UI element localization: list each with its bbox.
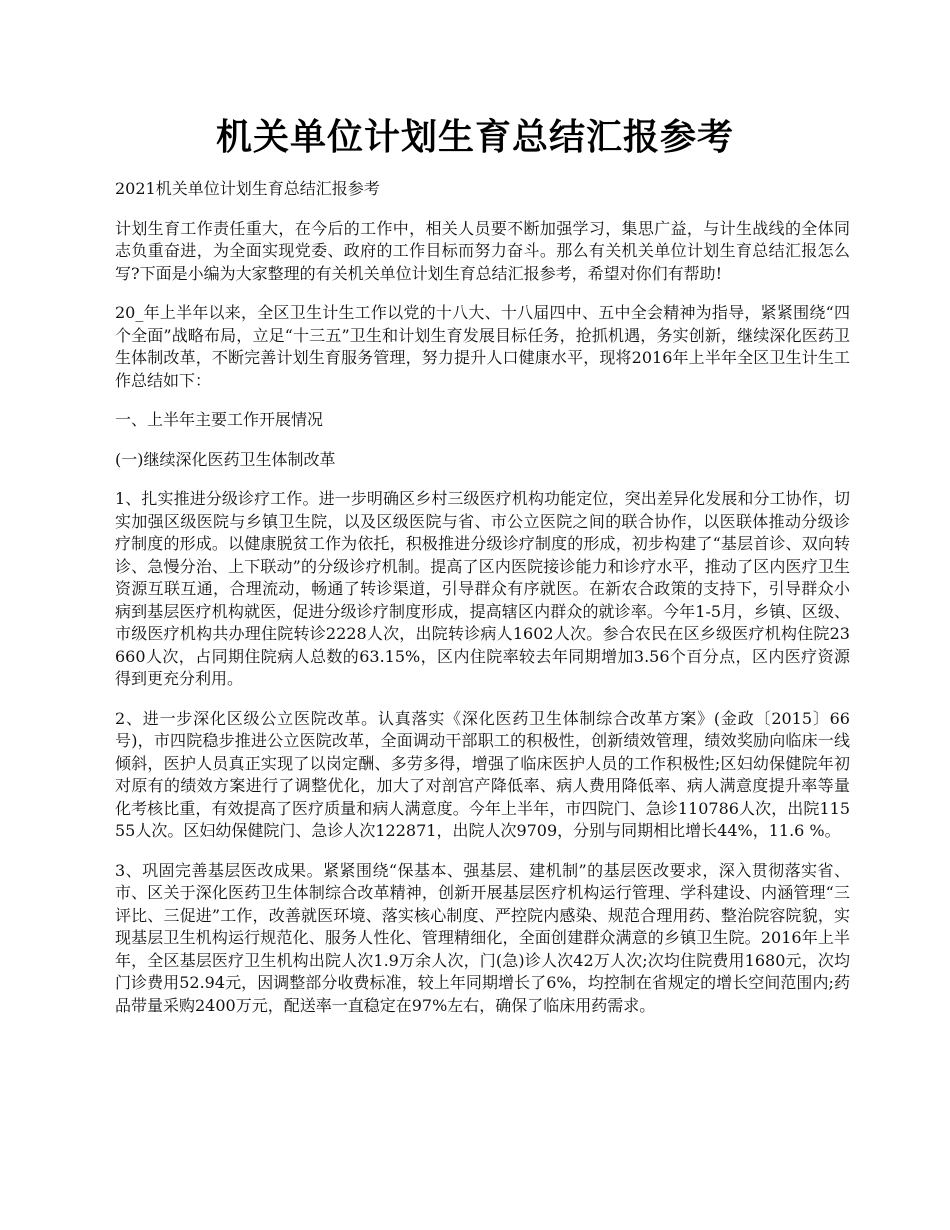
item-paragraph-2: 2、进一步深化区级公立医院改革。认真落实《深化医药卫生体制综合改革方案》(金政〔2015〕66号)，市四院稳步推进公立医院改革，全面调动干部职工的积极性，创新绩效管理，绩效奖励向临床一线倾斜，医护人员真正实现了以岗定酬、多劳多得，增强了临床医护人员的工作积极性;区妇幼保健院年初对原有的绩效方案进行了调整优化，加大了对剖宫产降低率、病人费用降低率、病人满意度提升率等量化考核比重，有效提高了医疗质量和病人满意度。今年上半年，市四院门、急诊110786人次，出院11555人次。区妇幼保健院门、急诊人次122871，出院人次9709，分别与同期相比增长44%，11.6 %。: [115, 708, 850, 840]
subsection-heading: (一)继续深化医药卫生体制改革: [115, 449, 336, 469]
intro-paragraph: 计划生育工作责任重大，在今后的工作中，相关人员要不断加强学习，集思广益，与计生战线的全体同志负重奋进，为全面实现党委、政府的工作目标而努力奋斗。那么有关机关单位计划生育总结汇报怎么写?下面是小编为大家整理的有关机关单位计划生育总结汇报参考，希望对你们有帮助!: [115, 218, 850, 283]
page-title: 机关单位计划生育总结汇报参考: [215, 116, 734, 158]
overview-paragraph: 20_年上半年以来，全区卫生计生工作以党的十八大、十八届四中、五中全会精神为指导，紧紧围绕“四个全面”战略布局，立足“十三五”卫生和计划生育发展目标任务，抢抓机遇，务实创新，继续深化医药卫生体制改革，不断完善计划生育服务管理，努力提升人口健康水平，现将2016年上半年全区卫生计生工作总结如下：: [115, 303, 850, 390]
item-paragraph-3: 3、巩固完善基层医改成果。紧紧围绕“保基本、强基层、建机制”的基层医改要求，深入贯彻落实省、市、区关于深化医药卫生体制综合改革精神，创新开展基层医疗机构运行管理、学科建设、内涵管理“三评比、三促进”工作，改善就医环境、落实核心制度、严控院内感染、规范合理用药、整治院容院貌，实现基层卫生机构运行规范化、服务人性化、管理精细化，全面创建群众满意的乡镇卫生院。2016年上半年，全区基层医疗卫生机构出院人次1.9万余人次，门(急)诊人次42万人次;次均住院费用1680元，次均门诊费用52.94元，因调整部分收费标准，较上年同期增长了6%，均控制在省规定的增长空间范围内;药品带量采购2400万元，配送率一直稳定在97%左右，确保了临床用药需求。: [115, 860, 850, 1015]
item-paragraph-1: 1、扎实推进分级诊疗工作。进一步明确区乡村三级医疗机构功能定位，突出差异化发展和分工协作，切实加强区级医院与乡镇卫生院，以及区级医院与省、市公立医院之间的联合协作，以医联体推动分级诊疗制度的形成。以健康脱贫工作为依托，积极推进分级诊疗制度的形成，初步构建了“基层首诊、双向转诊、急慢分治、上下联动”的分级诊疗机制。提高了区内医院接诊能力和诊疗水平，推动了区内医疗卫生资源互联互通，合理流动，畅通了转诊渠道，引导群众有序就医。在新农合政策的支持下，引导群众小病到基层医疗机构就医，促进分级诊疗制度形成，提高辖区内群众的就诊率。今年1-5月，乡镇、区级、市级医疗机构共办理住院转诊2228人次，出院转诊病人1602人次。参合农民在区乡级医疗机构住院23660人次，占同期住院病人总数的63.15%，区内住院率较去年同期增加3.56个百分点，区内医疗资源得到更充分利用。: [115, 489, 850, 688]
document-body: [115, 178, 850, 1034]
section-heading: 一、上半年主要工作开展情况: [115, 410, 324, 429]
document-subtitle: 2021机关单位计划生育总结汇报参考: [115, 179, 380, 198]
